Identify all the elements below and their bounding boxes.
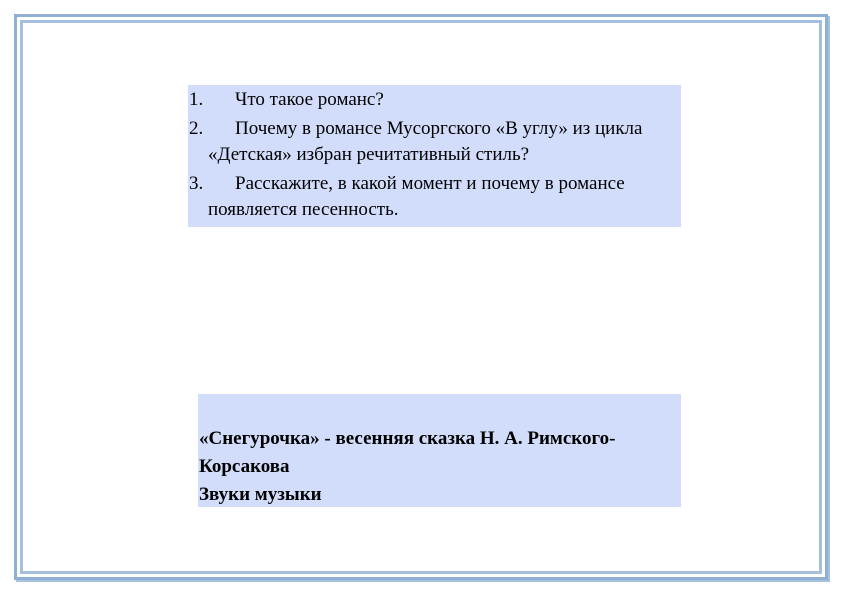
question-item (188, 116, 681, 168)
question-number: 1. (189, 89, 204, 110)
question-text: Почему в романсе Мусоргского «В углу» из цикла «Детская» избран речитативный стиль? (208, 118, 643, 165)
question-number: 3. (189, 173, 204, 194)
question-text: Что такое романс? (235, 89, 384, 110)
question-number: 2. (189, 118, 204, 139)
lesson-title-line-1: «Снегурочка» - весенняя сказка Н. А. Римского- (199, 428, 616, 449)
question-text: Расскажите, в какой момент и почему в романсе появляется песенность. (208, 173, 625, 220)
lesson-subtitle: Звуки музыки (199, 484, 322, 505)
question-item (188, 87, 681, 113)
questions-box (188, 85, 681, 227)
lesson-title-line-2: Корсакова (199, 456, 290, 477)
lesson-info-box (198, 394, 681, 507)
question-item (188, 171, 681, 223)
